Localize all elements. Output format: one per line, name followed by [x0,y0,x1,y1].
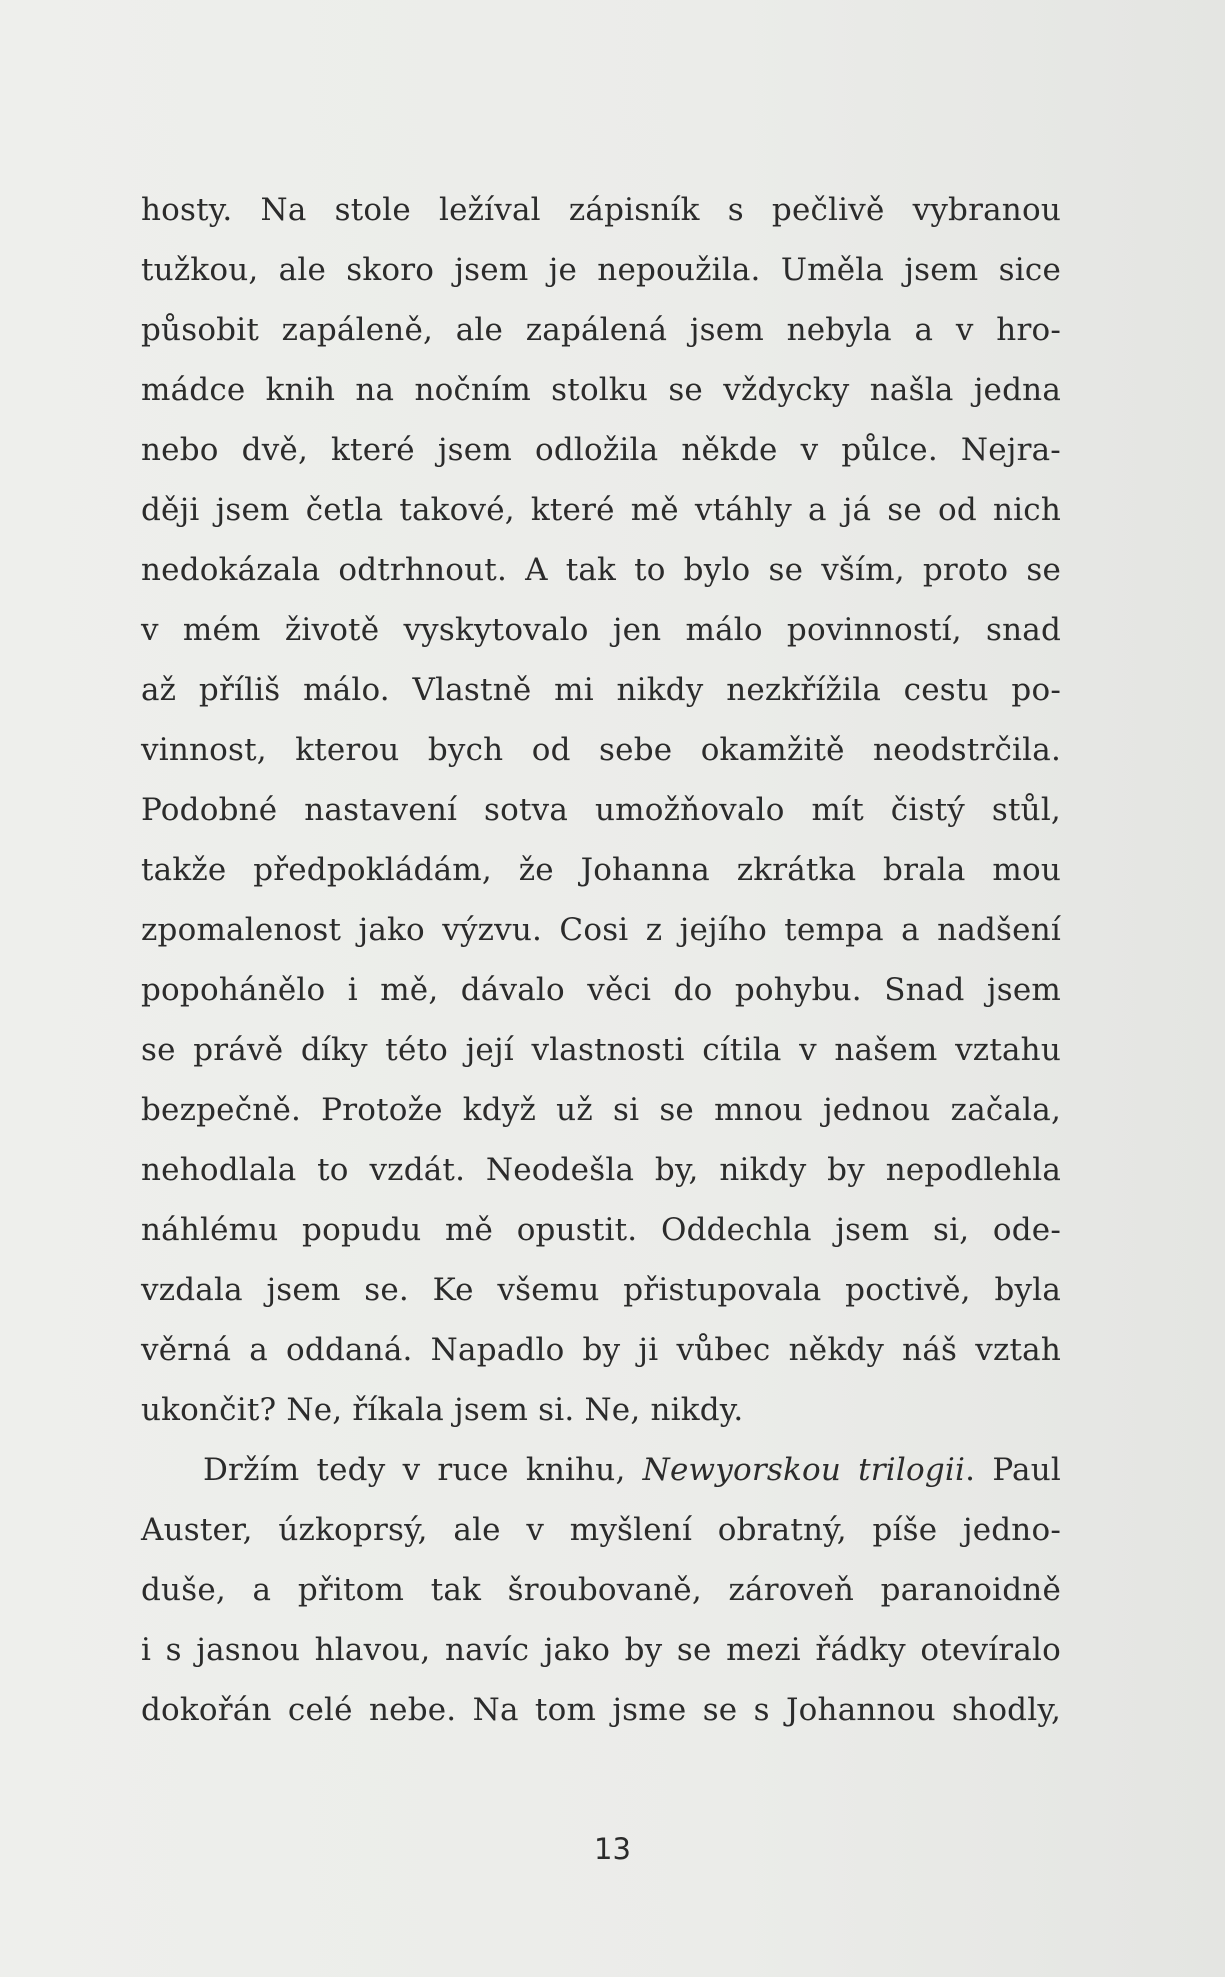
text-line: nehodlala to vzdát. Neodešla by, nikdy by nepodlehla [141,1152,1061,1188]
text-line: bezpečně. Protože když už si se mnou jednou začala, [141,1092,1061,1128]
text-run: . Paul [965,1452,1061,1488]
book-title: Newyorskou trilogii [642,1452,966,1488]
text-line: se právě díky této její vlastnosti cítila v našem vztahu [141,1032,1061,1068]
text-line: dokořán celé nebe. Na tom jsme se s Johannou shodly, [141,1692,1061,1728]
text-line: Auster, úzkoprsý, ale v myšlení obratný, píše jedno- [141,1512,1061,1548]
text-line: tužkou, ale skoro jsem je nepoužila. Uměla jsem sice [141,252,1061,288]
text-line: věrná a oddaná. Napadlo by ji vůbec někdy náš vztah [141,1332,1061,1368]
text-line: duše, a přitom tak šroubovaně, zároveň paranoidně [141,1572,1061,1608]
text-line: popohánělo i mě, dávalo věci do pohybu. Snad jsem [141,972,1061,1008]
text-line: až příliš málo. Vlastně mi nikdy nezkřížila cestu po- [141,672,1061,708]
text-line: nebo dvě, které jsem odložila někde v půlce. Nejra- [141,432,1061,468]
text-line: ukončit? Ne, říkala jsem si. Ne, nikdy. [141,1392,744,1428]
text-line: zpomalenost jako výzvu. Cosi z jejího tempa a nadšení [141,912,1061,948]
text-line: takže předpokládám, že Johanna zkrátka brala mou [141,852,1061,888]
text-line: ději jsem četla takové, které mě vtáhly a já se od nich [141,492,1061,528]
text-line: nedokázala odtrhnout. A tak to bylo se vším, proto se [141,552,1061,588]
text-line: vinnost, kterou bych od sebe okamžitě neodstrčila. [141,732,1061,768]
page-number: 13 [594,1832,631,1866]
text-line: mádce knih na nočním stolku se vždycky našla jedna [141,372,1061,408]
text-line: i s jasnou hlavou, navíc jako by se mezi řádky otevíralo [141,1632,1061,1668]
paragraph-first-line [141,1440,1061,1500]
text-line: hosty. Na stole ležíval zápisník s pečlivě vybranou [141,192,1061,228]
text-line: vzdala jsem se. Ke všemu přistupovala poctivě, byla [141,1272,1061,1308]
text-run: Držím tedy v ruce knihu, [203,1452,643,1488]
text-line: náhlému popudu mě opustit. Oddechla jsem si, ode- [141,1212,1061,1248]
text-line: působit zapáleně, ale zapálená jsem nebyla a v hro- [141,312,1061,348]
text-line: Podobné nastavení sotva umožňovalo mít čistý stůl, [141,792,1061,828]
text-line: v mém životě vyskytovalo jen málo povinností, snad [141,612,1061,648]
